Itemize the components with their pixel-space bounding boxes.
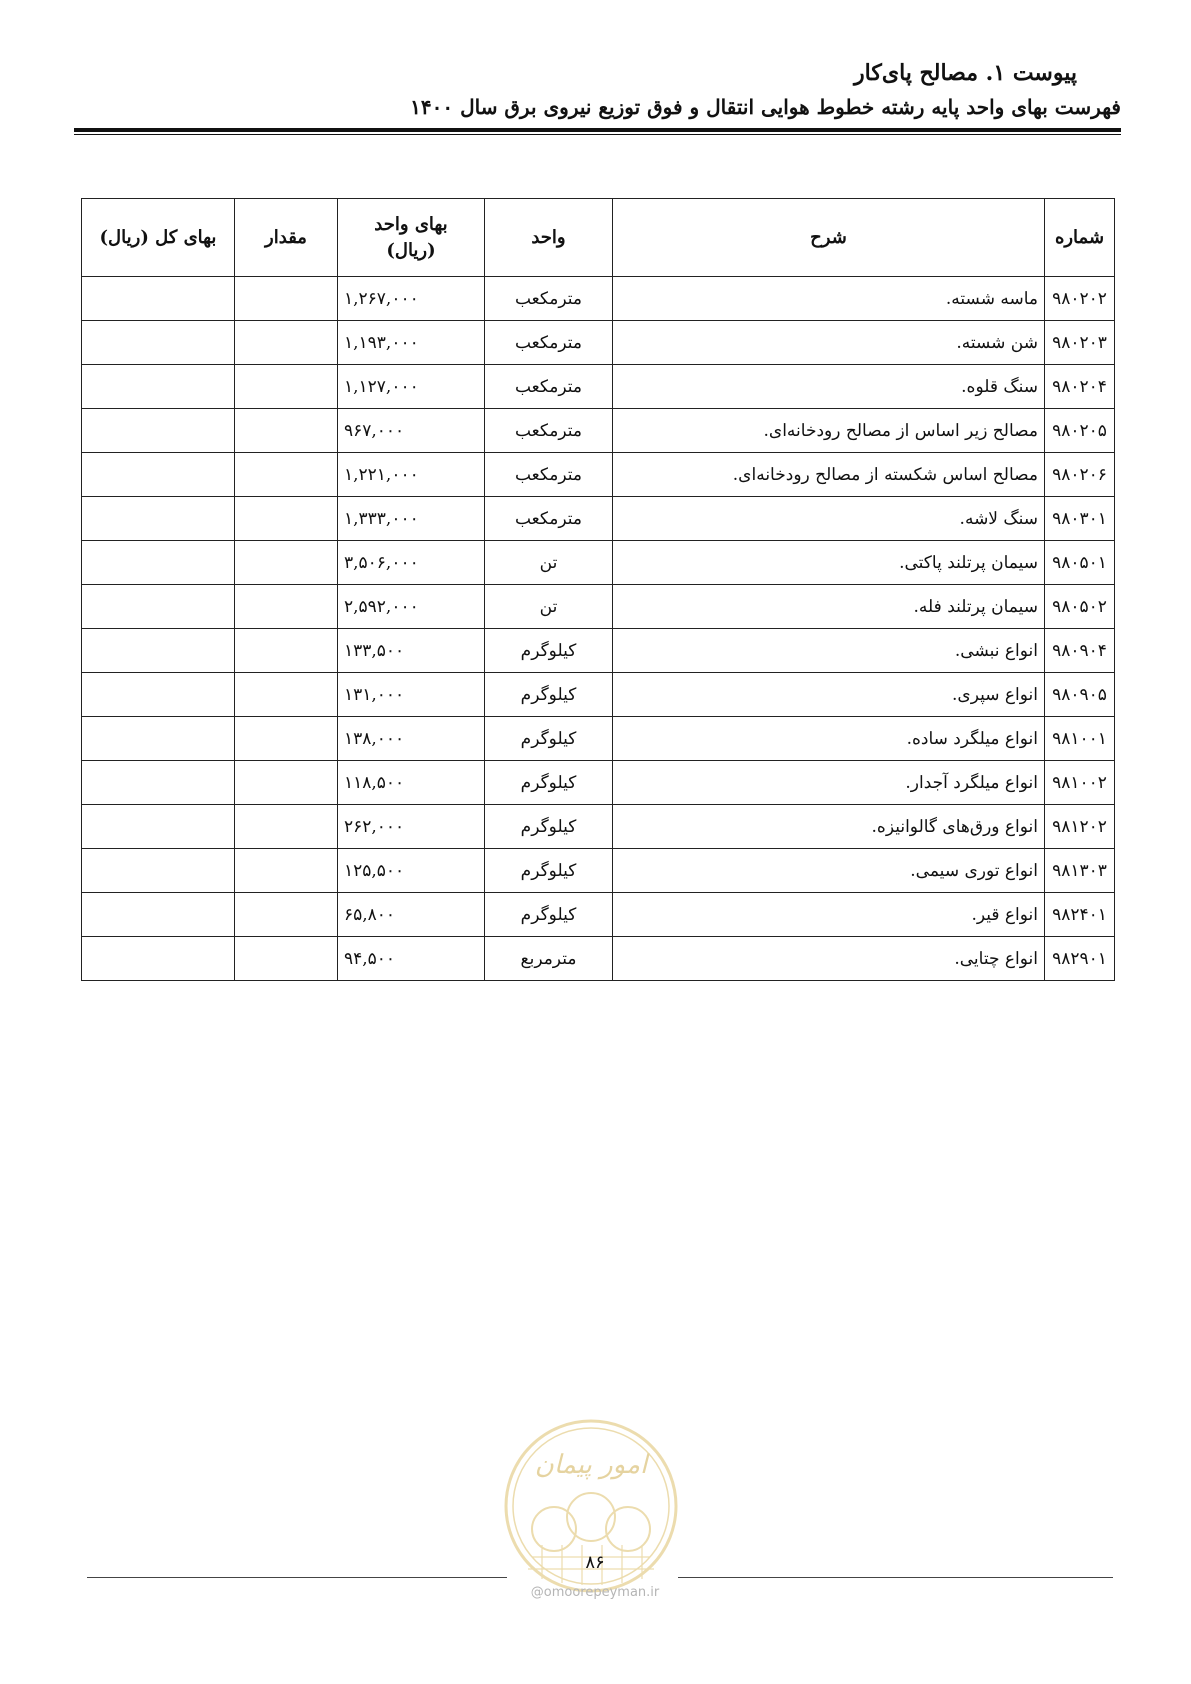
- footer-rule-left: [87, 1577, 507, 1578]
- cell-unit-price: ۹۴,۵۰۰: [338, 937, 485, 981]
- cell-total-price: [82, 629, 235, 673]
- cell-unit-price: ۱,۲۲۱,۰۰۰: [338, 453, 485, 497]
- cell-code: ۹۸۱۰۰۲: [1045, 761, 1115, 805]
- cell-unit-price: ۱,۳۳۳,۰۰۰: [338, 497, 485, 541]
- cell-unit: مترمکعب: [485, 277, 613, 321]
- column-header-quantity: مقدار: [235, 199, 338, 277]
- cell-unit-price: ۱۳۳,۵۰۰: [338, 629, 485, 673]
- column-header-unit-price: [338, 199, 485, 277]
- cell-unit-price: ۱۱۸,۵۰۰: [338, 761, 485, 805]
- cell-description: انواع قیر.: [613, 893, 1045, 937]
- cell-description: انواع میلگرد آجدار.: [613, 761, 1045, 805]
- cell-description: سنگ قلوه.: [613, 365, 1045, 409]
- column-header-total-price: بهای کل (ریال): [82, 199, 235, 277]
- cell-code: ۹۸۰۵۰۱: [1045, 541, 1115, 585]
- table-row: [82, 585, 1115, 629]
- cell-unit: کیلوگرم: [485, 761, 613, 805]
- cell-total-price: [82, 805, 235, 849]
- table-row: [82, 937, 1115, 981]
- cell-total-price: [82, 937, 235, 981]
- cell-unit-price: ۶۵,۸۰۰: [338, 893, 485, 937]
- header-rule-thick: [74, 128, 1121, 132]
- cell-code: ۹۸۲۴۰۱: [1045, 893, 1115, 937]
- column-header-code: شماره: [1045, 199, 1115, 277]
- cell-quantity: [235, 937, 338, 981]
- table-row: [82, 453, 1115, 497]
- cell-description: انواع نبشی.: [613, 629, 1045, 673]
- cell-unit: کیلوگرم: [485, 629, 613, 673]
- cell-code: ۹۸۰۲۰۶: [1045, 453, 1115, 497]
- cell-quantity: [235, 849, 338, 893]
- cell-unit-price: ۱۳۱,۰۰۰: [338, 673, 485, 717]
- cell-description: مصالح زیر اساس از مصالح رودخانه‌ای.: [613, 409, 1045, 453]
- table-row: [82, 277, 1115, 321]
- table-row: [82, 321, 1115, 365]
- table-row: [82, 717, 1115, 761]
- cell-code: ۹۸۰۵۰۲: [1045, 585, 1115, 629]
- cell-total-price: [82, 761, 235, 805]
- unit-price-header-line1: بهای واحد: [374, 213, 448, 235]
- cell-unit-price: ۱,۱۹۳,۰۰۰: [338, 321, 485, 365]
- cell-total-price: [82, 893, 235, 937]
- cell-code: ۹۸۲۹۰۱: [1045, 937, 1115, 981]
- column-header-unit: واحد: [485, 199, 613, 277]
- table-row: [82, 849, 1115, 893]
- cell-total-price: [82, 409, 235, 453]
- cell-total-price: [82, 585, 235, 629]
- cell-description: انواع سپری.: [613, 673, 1045, 717]
- cell-unit-price: ۱۲۵,۵۰۰: [338, 849, 485, 893]
- footer-rule-right: [678, 1577, 1113, 1578]
- cell-code: ۹۸۰۲۰۲: [1045, 277, 1115, 321]
- cell-code: ۹۸۰۹۰۵: [1045, 673, 1115, 717]
- cell-total-price: [82, 541, 235, 585]
- cell-total-price: [82, 849, 235, 893]
- cell-total-price: [82, 453, 235, 497]
- table-row: [82, 805, 1115, 849]
- cell-description: انواع چتایی.: [613, 937, 1045, 981]
- cell-description: انواع میلگرد ساده.: [613, 717, 1045, 761]
- table-row: [82, 629, 1115, 673]
- cell-unit-price: ۱۳۸,۰۰۰: [338, 717, 485, 761]
- cell-unit: کیلوگرم: [485, 673, 613, 717]
- cell-quantity: [235, 453, 338, 497]
- cell-quantity: [235, 629, 338, 673]
- cell-quantity: [235, 805, 338, 849]
- cell-description: شن شسته.: [613, 321, 1045, 365]
- cell-unit-price: ۲,۵۹۲,۰۰۰: [338, 585, 485, 629]
- cell-code: ۹۸۰۲۰۴: [1045, 365, 1115, 409]
- cell-code: ۹۸۱۳۰۳: [1045, 849, 1115, 893]
- cell-unit: مترمربع: [485, 937, 613, 981]
- cell-total-price: [82, 673, 235, 717]
- table-row: [82, 893, 1115, 937]
- cell-description: ماسه شسته.: [613, 277, 1045, 321]
- cell-unit: کیلوگرم: [485, 849, 613, 893]
- cell-description: سیمان پرتلند پاکتی.: [613, 541, 1045, 585]
- cell-quantity: [235, 541, 338, 585]
- cell-code: ۹۸۰۳۰۱: [1045, 497, 1115, 541]
- cell-code: ۹۸۱۰۰۱: [1045, 717, 1115, 761]
- table-row: [82, 409, 1115, 453]
- cell-total-price: [82, 497, 235, 541]
- cell-quantity: [235, 761, 338, 805]
- cell-quantity: [235, 365, 338, 409]
- price-table: [81, 198, 1115, 981]
- unit-price-header-line2: (ریال): [386, 239, 436, 261]
- table-row: [82, 497, 1115, 541]
- cell-unit: مترمکعب: [485, 365, 613, 409]
- cell-code: ۹۸۰۹۰۴: [1045, 629, 1115, 673]
- table-row: [82, 365, 1115, 409]
- table-header-row: [82, 199, 1115, 277]
- header-rule-thin: [74, 134, 1121, 135]
- cell-code: ۹۸۰۲۰۳: [1045, 321, 1115, 365]
- cell-unit-price: ۱,۱۲۷,۰۰۰: [338, 365, 485, 409]
- cell-unit-price: ۱,۲۶۷,۰۰۰: [338, 277, 485, 321]
- cell-unit: تن: [485, 541, 613, 585]
- cell-quantity: [235, 673, 338, 717]
- page-header: [74, 58, 1121, 122]
- cell-unit: مترمکعب: [485, 409, 613, 453]
- cell-code: ۹۸۱۲۰۲: [1045, 805, 1115, 849]
- cell-description: مصالح اساس شکسته از مصالح رودخانه‌ای.: [613, 453, 1045, 497]
- cell-quantity: [235, 409, 338, 453]
- table-row: [82, 673, 1115, 717]
- cell-quantity: [235, 321, 338, 365]
- cell-description: انواع توری سیمی.: [613, 849, 1045, 893]
- cell-unit-price: ۹۶۷,۰۰۰: [338, 409, 485, 453]
- cell-description: سیمان پرتلند فله.: [613, 585, 1045, 629]
- watermark-logo-text: امور پیمان: [534, 1450, 648, 1480]
- cell-unit: تن: [485, 585, 613, 629]
- cell-code: ۹۸۰۲۰۵: [1045, 409, 1115, 453]
- cell-unit-price: ۳,۵۰۶,۰۰۰: [338, 541, 485, 585]
- cell-quantity: [235, 893, 338, 937]
- cell-quantity: [235, 717, 338, 761]
- cell-unit: مترمکعب: [485, 321, 613, 365]
- cell-unit: کیلوگرم: [485, 717, 613, 761]
- cell-unit-price: ۲۶۲,۰۰۰: [338, 805, 485, 849]
- cell-unit: کیلوگرم: [485, 805, 613, 849]
- page-number: ۸۶: [585, 1552, 605, 1573]
- appendix-title: پیوست ۱. مصالح پای‌کار: [854, 60, 1077, 86]
- cell-description: انواع ورق‌های گالوانیزه.: [613, 805, 1045, 849]
- cell-total-price: [82, 717, 235, 761]
- cell-unit: کیلوگرم: [485, 893, 613, 937]
- cell-total-price: [82, 321, 235, 365]
- document-title: فهرست بهای واحد پایه رشته خطوط هوایی انتقال و فوق توزیع نیروی برق سال ۱۴۰۰: [410, 95, 1121, 119]
- cell-quantity: [235, 497, 338, 541]
- watermark-url: @omoorepeyman.ir: [530, 1585, 660, 1600]
- cell-description: سنگ لاشه.: [613, 497, 1045, 541]
- column-header-description: شرح: [613, 199, 1045, 277]
- cell-unit: مترمکعب: [485, 453, 613, 497]
- cell-quantity: [235, 277, 338, 321]
- cell-total-price: [82, 365, 235, 409]
- table-row: [82, 761, 1115, 805]
- cell-quantity: [235, 585, 338, 629]
- cell-unit: مترمکعب: [485, 497, 613, 541]
- cell-total-price: [82, 277, 235, 321]
- table-row: [82, 541, 1115, 585]
